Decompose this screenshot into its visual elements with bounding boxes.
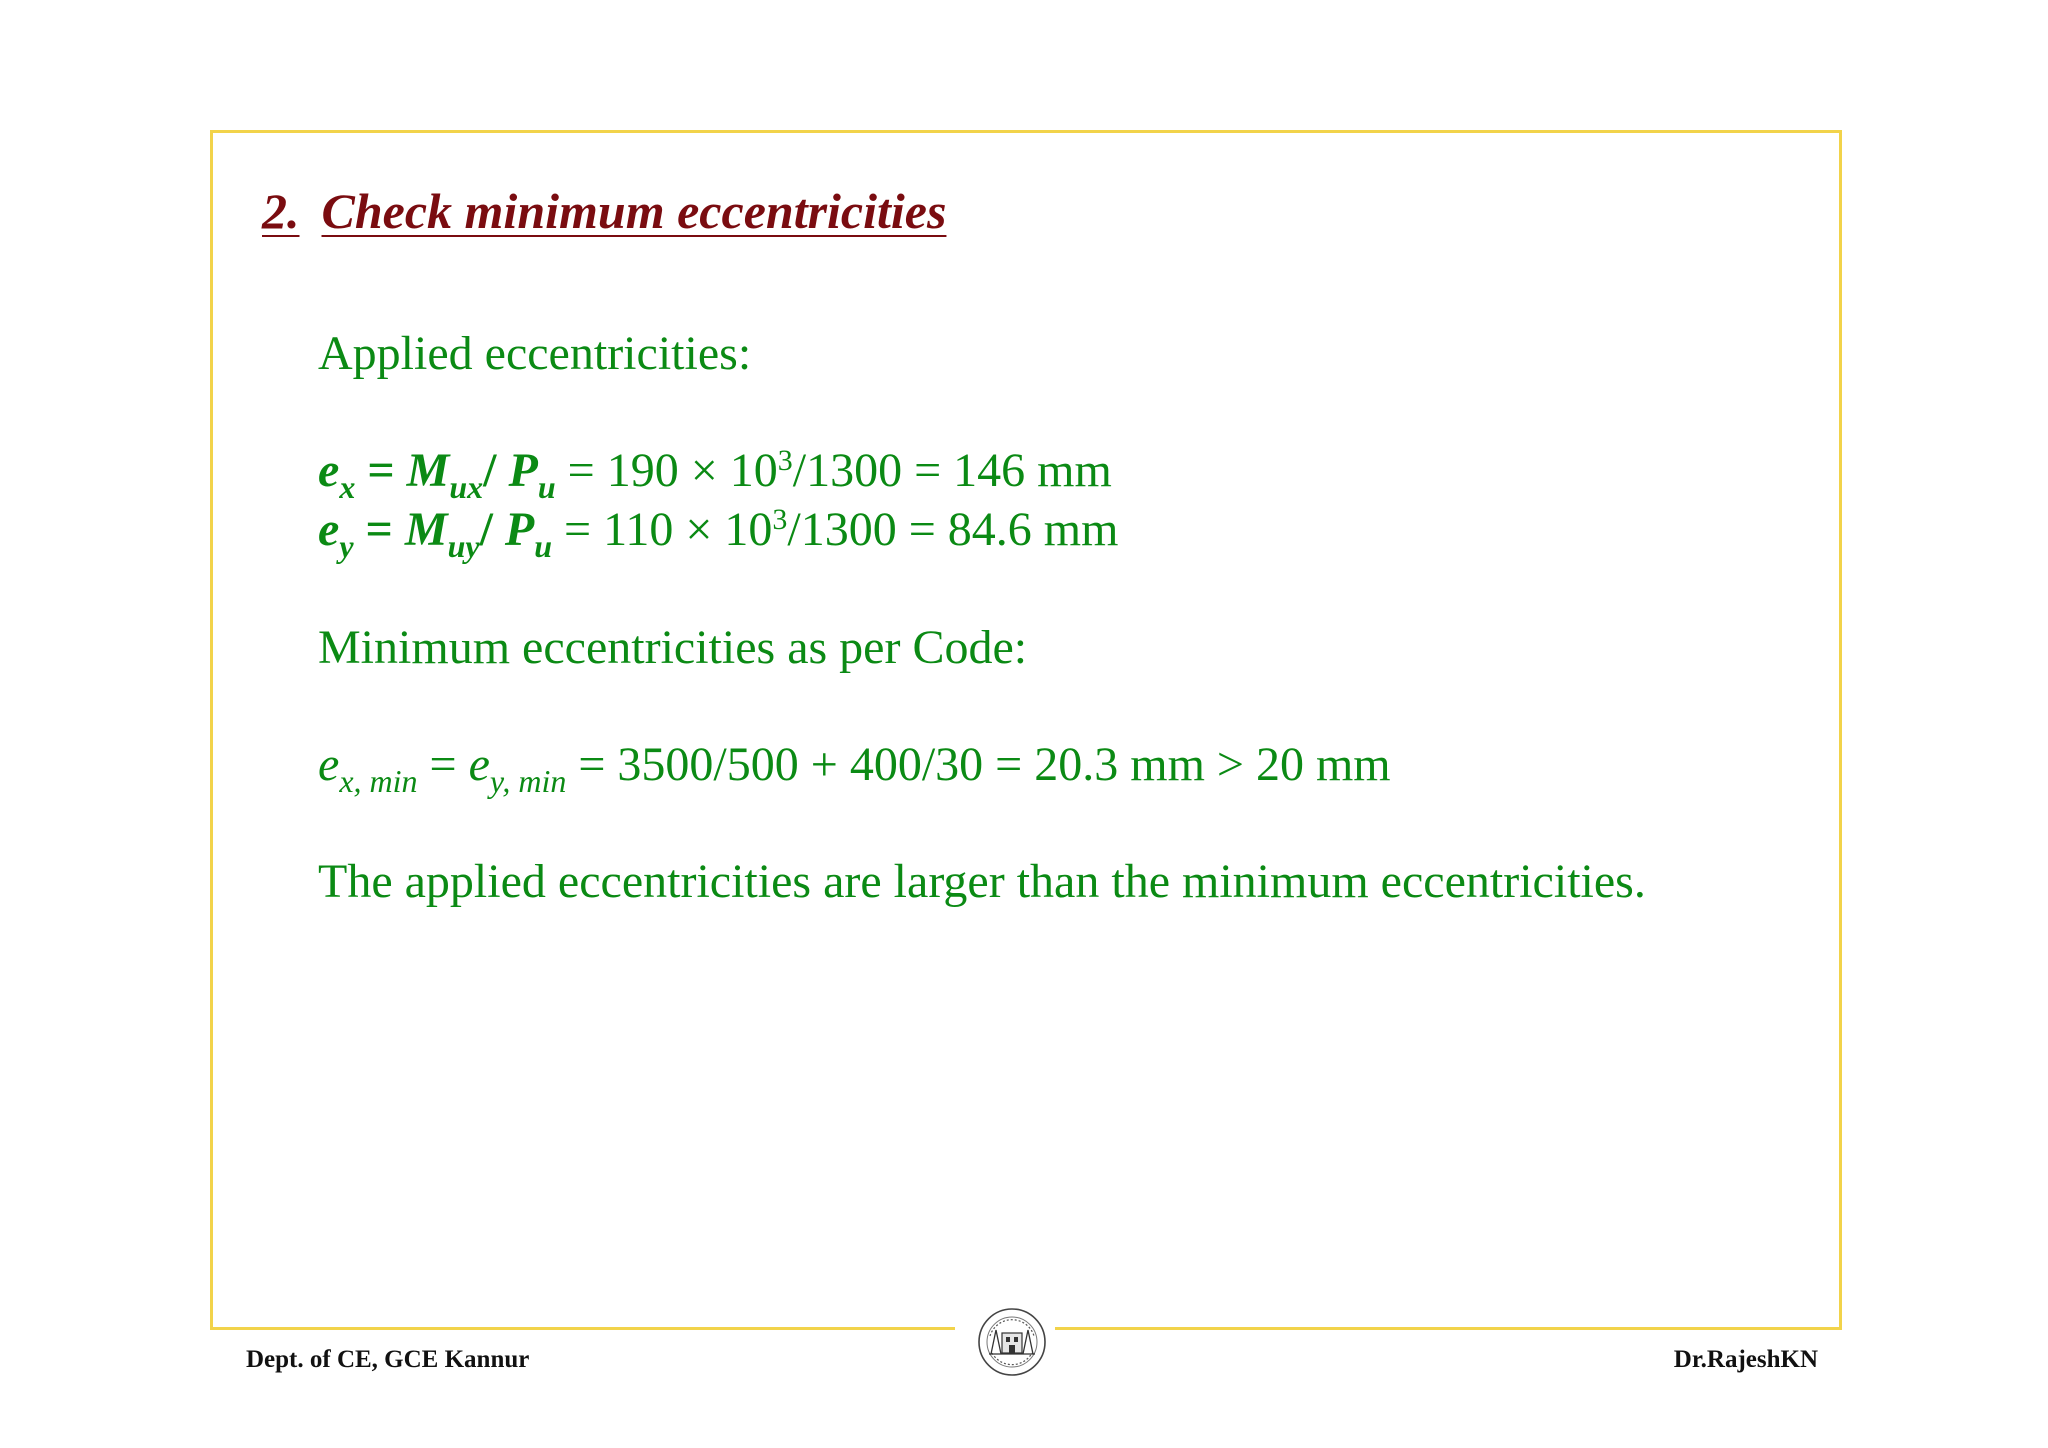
min-var2-sub: y, min <box>489 763 567 799</box>
ey-equation <box>318 503 1119 564</box>
ey-expr-a: = 110 × 10 <box>564 503 773 556</box>
ey-exp: 3 <box>772 503 788 536</box>
ey-eq1: = <box>365 503 393 556</box>
ex-eq1: = <box>367 444 395 497</box>
slide-title <box>262 182 946 240</box>
minimum-heading: Minimum eccentricities as per Code: <box>318 621 1028 674</box>
ey-load-sub: u <box>534 528 553 564</box>
ex-load: P <box>508 444 538 497</box>
min-equation <box>318 738 1391 799</box>
ey-slash: / <box>479 503 493 556</box>
ey-moment: M <box>404 503 448 556</box>
ex-exp: 3 <box>777 444 793 477</box>
ex-equation <box>318 444 1112 505</box>
min-expr: = 3500/500 + 400/30 = 20.3 mm > 20 mm <box>566 738 1391 791</box>
ey-load: P <box>504 503 535 556</box>
ex-moment: M <box>406 444 450 497</box>
ey-expr-b: /1300 = 84.6 mm <box>787 503 1119 556</box>
title-text: Check minimum eccentricities <box>321 183 947 239</box>
ex-load-sub: u <box>537 469 556 505</box>
college-emblem-icon <box>976 1306 1048 1378</box>
min-var2: e <box>468 738 490 791</box>
min-eq: = <box>417 738 469 791</box>
ex-var-sub: x <box>339 469 356 505</box>
ex-expr-b: /1300 = 146 mm <box>792 444 1112 497</box>
slide-frame <box>210 130 1842 1330</box>
footer-department: Dept. of CE, GCE Kannur <box>246 1346 530 1373</box>
footer-author: Dr.RajeshKN <box>1673 1346 1818 1373</box>
title-number: 2. <box>262 183 300 239</box>
ey-var-sub: y <box>339 528 354 564</box>
ex-moment-sub: ux <box>449 469 484 505</box>
ex-expr-a: = 190 × 10 <box>567 444 778 497</box>
conclusion-text: The applied eccentricities are larger than the minimum eccentricities. <box>318 855 1646 908</box>
ex-var: e <box>318 444 340 497</box>
min-var1-sub: x, min <box>339 763 418 799</box>
ey-var: e <box>318 503 340 556</box>
applied-heading: Applied eccentricities: <box>318 327 752 380</box>
ex-slash: / <box>483 444 497 497</box>
min-var1: e <box>318 738 340 791</box>
ey-moment-sub: uy <box>447 528 480 564</box>
